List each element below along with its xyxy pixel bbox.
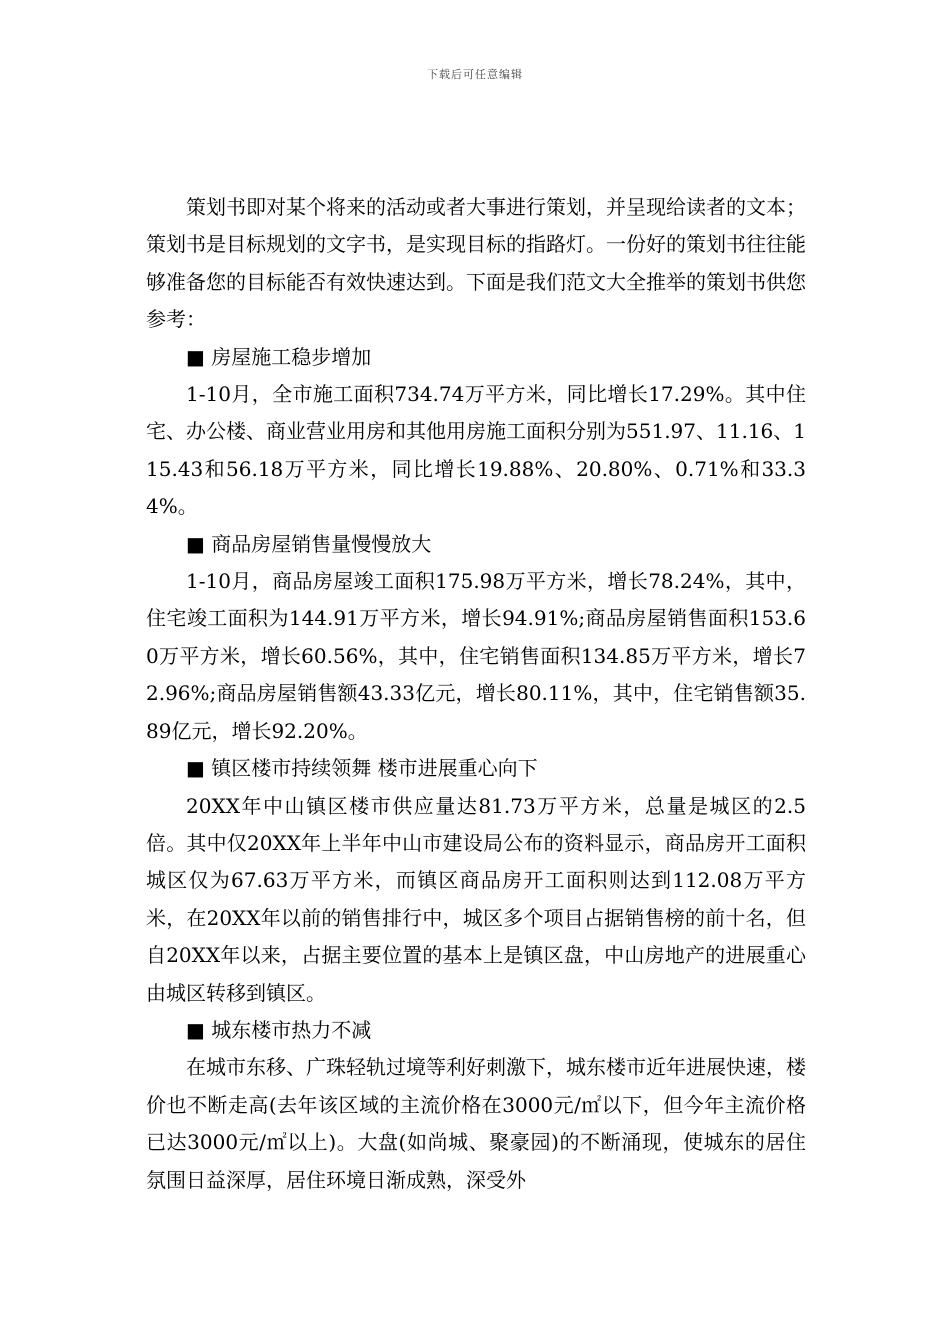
- paragraph-east-market: 在城市东移、广珠轻轨过境等利好刺激下，城东楼市近年进展快速，楼价也不断走高(去年该区域的主流价格在3000元/㎡以下，但今年主流价格已达3000元/㎡以上)。大盘(如尚城、聚豪园)的不断涌现，使城东的居住氛围日益深厚，居住环境日渐成熟，深受外: [146, 1055, 806, 1192]
- section-heading-construction: ■ 房屋施工稳步增加: [186, 344, 372, 369]
- section-heading-town-market: ■ 镇区楼市持续领舞 楼市进展重心向下: [186, 756, 538, 781]
- paragraph-town-market: 20XX年中山镇区楼市供应量达81.73万平方米，总量是城区的2.5倍。其中仅20XX年上半年中山市建设局公布的资料显示，商品房开工面积城区仅为67.63万平方米，而镇区商品房开工面积则达到112.08万平方米，在20XX年以前的销售排行中，城区多个项目占据销售榜的前十名，但自20XX年以来，占据主要位置的基本上是镇区盘，中山房地产的进展重心由城区转移到镇区。: [146, 793, 806, 1005]
- paragraph-construction: 1-10月，全市施工面积734.74万平方米，同比增长17.29%。其中住宅、办公楼、商业营业用房和其他用房施工面积分别为551.97、11.16、115.43和56.18万平方米，同比增长19.88%、20.80%、0.71%和33.34%。: [146, 382, 806, 519]
- page-header: 下载后可任意编辑: [427, 68, 523, 81]
- paragraph-sales: 1-10月，商品房屋竣工面积175.98万平方米，增长78.24%，其中，住宅竣工面积为144.91万平方米，增长94.91%;商品房屋销售面积153.60万平方米，增长60.56%，其中，住宅销售面积134.85万平方米，增长72.96%;商品房屋销售额43.33亿元，增长80.11%，其中，住宅销售额35.89亿元，增长92.20%。: [146, 569, 806, 743]
- section-heading-east-market: ■ 城东楼市热力不减: [186, 1017, 372, 1042]
- intro-paragraph: 策划书即对某个将来的活动或者大事进行策划，并呈现给读者的文本；策划书是目标规划的文字书，是实现目标的指路灯。一份好的策划书往往能够准备您的目标能否有效快速达到。下面是我们范文大全推举的策划书供您参考：: [146, 195, 806, 332]
- document-body: [146, 189, 806, 1199]
- section-heading-sales: ■ 商品房屋销售量慢慢放大: [186, 531, 432, 556]
